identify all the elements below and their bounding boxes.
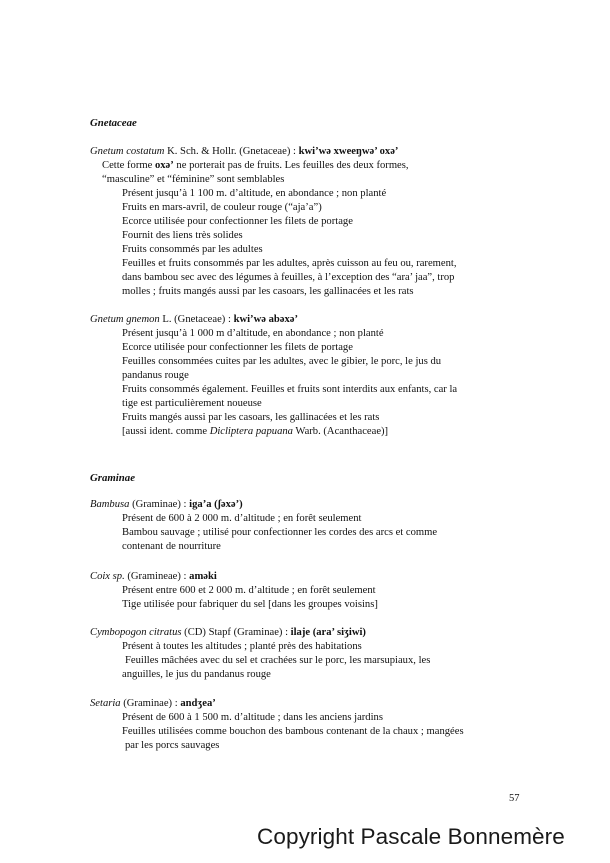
note-line: pandanus rouge bbox=[122, 370, 189, 381]
scientific-name: Cymbopogon citratus bbox=[90, 627, 182, 638]
scientific-name: Dicliptera papuana bbox=[209, 426, 293, 437]
note-line: anguilles, le jus du pandanus rouge bbox=[122, 669, 271, 680]
note-line: Présent à toutes les altitudes ; planté près des habitations bbox=[122, 641, 362, 652]
intro-text: ne porterait pas de fruits. Les feuilles des deux formes, bbox=[173, 160, 409, 171]
note-line: Ecorce utilisée pour confectionner les filets de portage bbox=[122, 216, 353, 227]
author-family: (Graminae) : bbox=[129, 499, 190, 510]
entry-bambusa bbox=[90, 498, 243, 512]
note-line: contenant de nourriture bbox=[122, 541, 221, 552]
note-line: Feuilles utilisées comme bouchon des bambous contenant de la chaux ; mangées bbox=[122, 726, 464, 737]
author-family: (CD) Stapf (Graminae) : bbox=[181, 627, 291, 638]
entry-gnetum-gnemon bbox=[90, 313, 298, 327]
local-name: aməki bbox=[189, 571, 217, 582]
entry-intro-line: “masculine” et “féminine” sont semblables bbox=[102, 174, 285, 185]
note-line: Présent de 600 à 2 000 m. d’altitude ; en forêt seulement bbox=[122, 513, 362, 524]
author-family: (Graminae) : bbox=[120, 698, 181, 709]
copyright-watermark: Copyright Pascale Bonnemère bbox=[257, 824, 565, 849]
note-line: tige est particulièrement noueuse bbox=[122, 398, 262, 409]
note-line: Tige utilisée pour fabriquer du sel [dans les groupes voisins] bbox=[122, 599, 378, 610]
note-line: Bambou sauvage ; utilisé pour confectionner les cordes des arcs et comme bbox=[122, 527, 438, 538]
author-family: K. Sch. & Hollr. (Gnetaceae) : bbox=[164, 146, 299, 157]
note-line: Ecorce utilisée pour confectionner les filets de portage bbox=[122, 342, 353, 353]
intro-text: Cette forme bbox=[102, 160, 155, 171]
note-line: Feuilles et fruits consommés par les adultes, après cuisson au feu ou, rarement, bbox=[122, 258, 457, 269]
local-name: ilaje (ara’ siʒiwi) bbox=[290, 627, 366, 638]
note-line: Présent jusqu’à 1 100 m. d’altitude, en abondance ; non planté bbox=[122, 188, 387, 199]
note-line: Feuilles consommées cuites par les adultes, avec le gibier, le porc, le jus du bbox=[122, 356, 442, 367]
section-heading-gnetaceae: Gnetaceae bbox=[90, 117, 137, 129]
note-line: Fruits mangés aussi par les casoars, les gallinacées et les rats bbox=[122, 412, 380, 423]
aside-text: [aussi ident. comme bbox=[122, 426, 210, 437]
entry-cymbopogon bbox=[90, 626, 366, 640]
note-line: par les porcs sauvages bbox=[125, 740, 220, 751]
note-line: Fruits consommés également. Feuilles et fruits sont interdits aux enfants, car la bbox=[122, 384, 458, 395]
note-line: Fruits consommés par les adultes bbox=[122, 244, 263, 255]
note-line: Présent de 600 à 1 500 m. d’altitude ; dans les anciens jardins bbox=[122, 712, 383, 723]
section-heading-graminae: Graminae bbox=[90, 472, 135, 484]
note-line: Fournit des liens très solides bbox=[122, 230, 243, 241]
scientific-name: Bambusa bbox=[90, 499, 130, 510]
note-line: Feuilles mâchées avec du sel et crachées sur le porc, les marsupiaux, les bbox=[125, 655, 431, 666]
note-line: dans bambou sec avec des légumes à feuilles, à l’exception des “ara’ jaa”, trop bbox=[122, 272, 455, 283]
scientific-name: Gnetum gnemon bbox=[90, 314, 160, 325]
note-line: Présent jusqu’à 1 000 m d’altitude, en abondance ; non planté bbox=[122, 328, 384, 339]
page-number: 57 bbox=[509, 793, 520, 804]
author-family: L. (Gnetaceae) : bbox=[159, 314, 234, 325]
note-line: Présent entre 600 et 2 000 m. d’altitude ; en forêt seulement bbox=[122, 585, 376, 596]
scientific-name: Coix sp. bbox=[90, 571, 125, 582]
note-line-aside bbox=[122, 425, 388, 439]
entry-coix bbox=[90, 570, 217, 584]
author-family: (Gramineae) : bbox=[124, 571, 190, 582]
local-name: iga’a (ʃəxə’) bbox=[189, 499, 243, 510]
entry-gnetum-costatum bbox=[90, 145, 398, 159]
aside-text: Warb. (Acanthaceae)] bbox=[292, 426, 389, 437]
local-name: kwi’wə xweeŋwə’ oxə’ bbox=[298, 146, 399, 157]
note-line: molles ; fruits mangés aussi par les casoars, les gallinacées et les rats bbox=[122, 286, 414, 297]
local-name: andʒea’ bbox=[180, 698, 216, 709]
entry-intro-line bbox=[102, 159, 409, 173]
local-name: kwi’wə abəxə’ bbox=[233, 314, 298, 325]
note-line: Fruits en mars-avril, de couleur rouge (“aja’a”) bbox=[122, 202, 322, 213]
entry-setaria bbox=[90, 697, 216, 711]
scientific-name: Gnetum costatum bbox=[90, 146, 165, 157]
scientific-name: Setaria bbox=[90, 698, 121, 709]
local-term: oxə’ bbox=[154, 160, 174, 171]
